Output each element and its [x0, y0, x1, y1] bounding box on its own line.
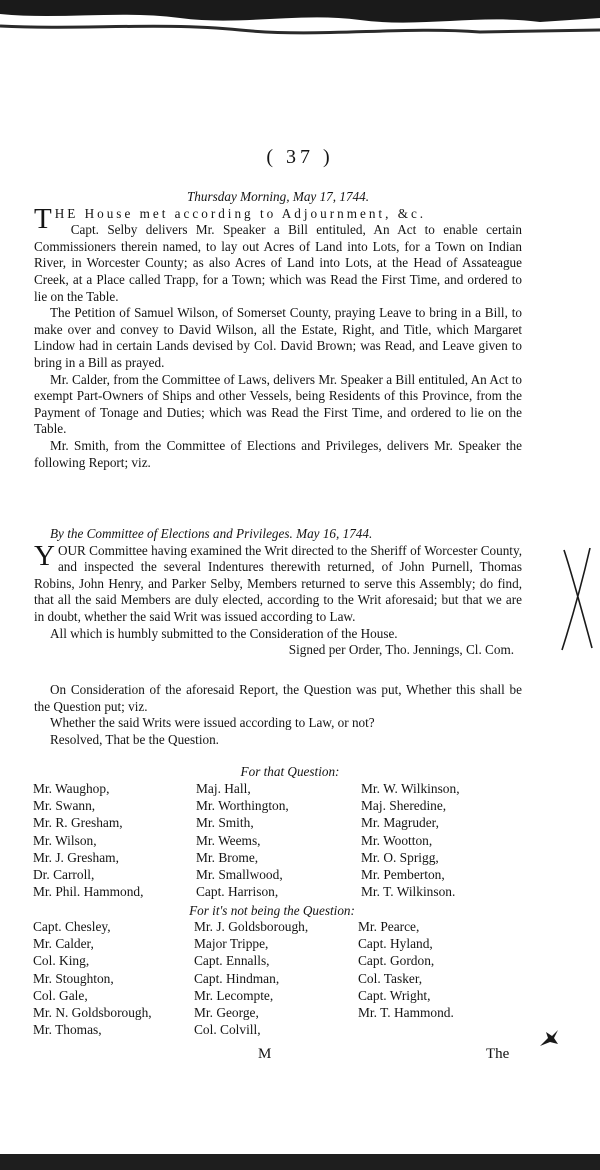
- list-item: Mr. T. Hammond.: [358, 1005, 454, 1021]
- list-item: Capt. Wright,: [358, 987, 431, 1003]
- dateline: Thursday Morning, May 17, 1744.: [186, 189, 370, 204]
- list-item: Mr. George,: [194, 1005, 259, 1021]
- list-item: Major Trippe,: [194, 936, 269, 952]
- report-signature: Signed per Order, Tho. Jennings, Cl. Com.: [288, 642, 514, 658]
- list-item: Mr. Pearce,: [358, 919, 420, 934]
- list-item: Maj. Hall,: [196, 781, 251, 796]
- list-item: Mr. J. Goldsborough,: [194, 919, 309, 934]
- list-item: Mr. T. Wilkinson.: [361, 884, 456, 900]
- journal-text: [34, 189, 522, 471]
- paragraph-smith-report: Mr. Smith, from the Committee of Elections and Privileges, delivers Mr. Speaker the following Report; viz.: [34, 437, 522, 470]
- list-item: Mr. N. Goldsborough,: [33, 1005, 152, 1021]
- list-item: Capt. Ennalls,: [194, 953, 270, 969]
- list-item: Capt. Harrison,: [196, 884, 279, 900]
- list-item: Dr. Carroll,: [33, 867, 95, 883]
- page-bottom-edge: [0, 1154, 600, 1170]
- list-item: Mr. R. Gresham,: [33, 815, 123, 831]
- list-item: Mr. Weems,: [196, 832, 261, 848]
- list-item: Mr. Phil. Hammond,: [33, 884, 144, 900]
- page-number: ( 37 ): [266, 146, 334, 168]
- list-item: Col. King,: [33, 953, 90, 969]
- vote-against-column-1: [33, 918, 152, 1038]
- signature-mark: M: [258, 1046, 272, 1062]
- list-item: Mr. Brome,: [196, 849, 259, 865]
- report-body: YOUR Committee having examined the Writ directed to the Sheriff of Worcester County, and inspected the several Indentures therewith returned, of John Purnell, Thomas Robins, John Henry, and Parker Selby, Members returned to serve this Assembly; do find, that all the said Members are duly elected, according to the Writ aforesaid; but that we are in doubt, whether the said Writ was issued according to Law.: [34, 539, 522, 624]
- list-item: Maj. Sheredine,: [361, 798, 447, 814]
- committee-report: [34, 526, 522, 659]
- vote-for-column-2: [196, 780, 289, 900]
- catchword: The: [486, 1046, 510, 1062]
- vote-against-heading: For it's not being the Question:: [189, 903, 355, 918]
- list-item: Mr. J. Gresham,: [33, 849, 119, 865]
- vote-for-column-3: [361, 780, 460, 900]
- list-item: Mr. Stoughton,: [33, 970, 114, 986]
- list-item: Mr. Lecompte,: [194, 987, 274, 1003]
- list-item: Capt. Chesley,: [33, 919, 111, 934]
- list-item: Col. Gale,: [33, 987, 88, 1003]
- question-paragraph: On Consideration of the aforesaid Report, the Question was put, Whether this shall be the Question put; viz.: [34, 682, 522, 714]
- list-item: Mr. Magruder,: [361, 815, 439, 831]
- vote-against-column-3: [358, 918, 454, 1021]
- vote-for-heading: For that Question:: [240, 764, 340, 779]
- list-item: Mr. Smallwood,: [196, 867, 283, 883]
- list-item: Mr. Smith,: [196, 815, 254, 831]
- report-closing: All which is humbly submitted to the Consideration of the House.: [50, 625, 398, 641]
- resolved-line: Resolved, That be the Question.: [50, 731, 219, 747]
- list-item: Mr. Pemberton,: [361, 867, 445, 883]
- list-item: Capt. Gordon,: [358, 953, 435, 969]
- drop-cap: T: [34, 202, 52, 235]
- list-item: Mr. Waughop,: [33, 781, 110, 796]
- paragraph-selby-bill: Capt. Selby delivers Mr. Speaker a Bill entituled, An Act to enable certain Commissioners therein named, to lay out Acres of Land into Lots, for a Town on Indian River, in Worcester County; as also Acres of Land into Lots, at the Head of Assateague Creek, at a Place called Trapp, for a Town; which was Read the First Time, and ordered to lie on the Table.: [34, 222, 522, 304]
- paragraph-calder-bill: Mr. Calder, from the Committee of Laws, delivers Mr. Speaker a Bill entituled, An Act to exempt Part-Owners of Ships and other Vessels, being Residents of this Province, from the Payment of Tonage and Duties; which was Read the First Time, and ordered to lie on the Table.: [34, 371, 522, 437]
- list-item: Capt. Hindman,: [194, 970, 280, 986]
- paragraph-wilson-petition: The Petition of Samuel Wilson, of Somerset County, praying Leave to bring in a Bill, to make over and convey to David Wilson, all the Estate, Right, and Title, which Margaret Lindow had in certain Lands devised by Col. David Brown; was Read, and Leave given to bring in a Bill as prayed.: [34, 305, 522, 370]
- torn-top-edge: [0, 0, 600, 44]
- question-section: [34, 682, 522, 748]
- list-item: Mr. Calder,: [33, 936, 94, 952]
- paragraph-opening: THE House met according to Adjournment, &c.: [34, 202, 427, 235]
- list-item: Col. Colvill,: [194, 1022, 261, 1038]
- list-item: Col. Tasker,: [358, 970, 423, 986]
- list-item: Mr. Wootton,: [361, 832, 433, 848]
- list-item: Mr. Thomas,: [33, 1022, 102, 1038]
- list-item: Mr. Worthington,: [196, 798, 289, 814]
- vote-against-column-2: [194, 918, 308, 1038]
- report-heading: By the Committee of Elections and Privileges. May 16, 1744.: [50, 526, 373, 541]
- ink-splotch-icon: [536, 1026, 560, 1050]
- question-text: Whether the said Writs were issued according to Law, or not?: [50, 715, 375, 731]
- list-item: Mr. O. Sprigg,: [361, 849, 439, 865]
- list-item: Mr. Wilson,: [33, 832, 97, 848]
- report-drop-cap: Y: [34, 539, 55, 572]
- list-item: Capt. Hyland,: [358, 936, 433, 952]
- list-item: Mr. W. Wilkinson,: [361, 781, 460, 796]
- list-item: Mr. Swann,: [33, 798, 96, 814]
- vote-for-column-1: [33, 780, 143, 900]
- margin-cross-mark: [558, 544, 598, 654]
